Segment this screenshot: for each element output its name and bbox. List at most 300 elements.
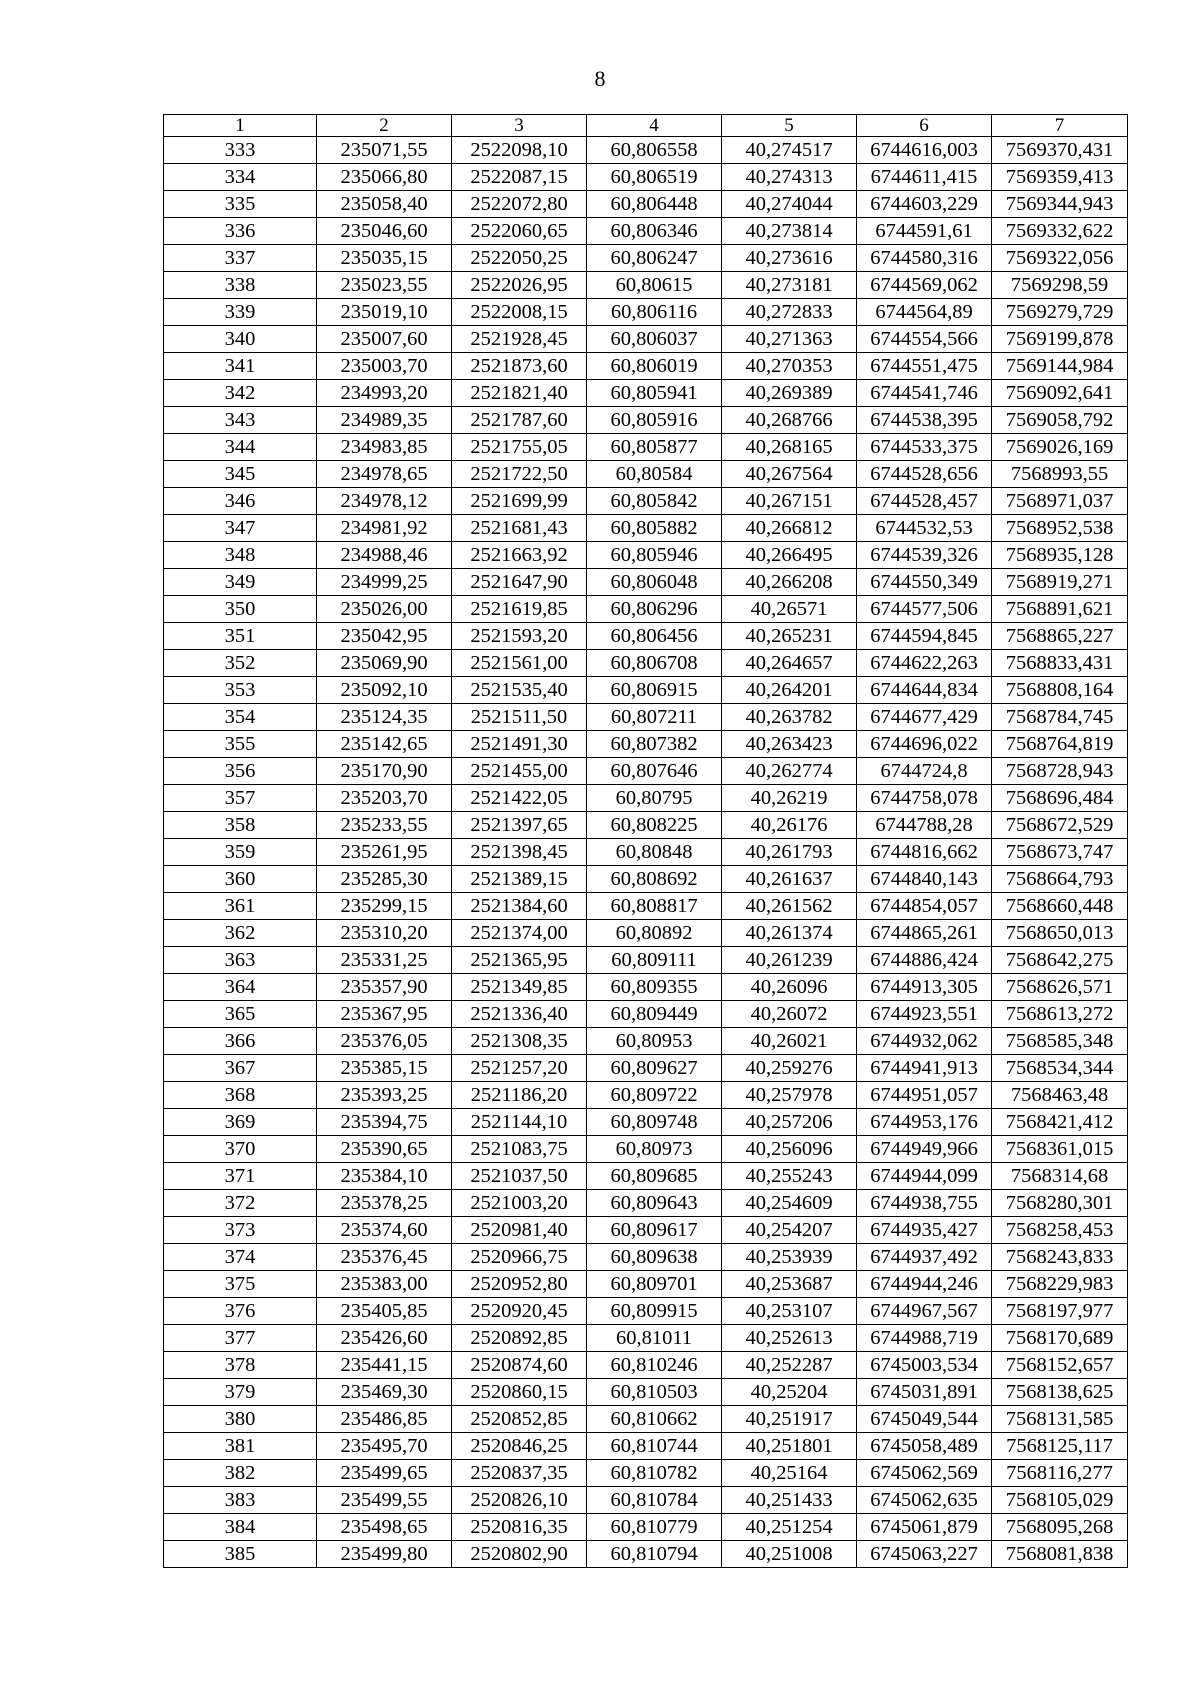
table-cell: 235023,55: [317, 272, 452, 299]
table-row: [164, 542, 1128, 569]
table-cell: 358: [164, 812, 317, 839]
table-cell: 40,26571: [722, 596, 857, 623]
table-cell: 6745003,534: [857, 1352, 992, 1379]
table-cell: 40,274313: [722, 164, 857, 191]
table-header: [164, 115, 1128, 137]
table-cell: 60,806448: [587, 191, 722, 218]
table-cell: 7568971,037: [992, 488, 1128, 515]
table-cell: 6744967,567: [857, 1298, 992, 1325]
table-cell: 2522098,10: [452, 137, 587, 164]
table-cell: 235331,25: [317, 947, 452, 974]
table-cell: 235441,15: [317, 1352, 452, 1379]
table-cell: 60,809617: [587, 1217, 722, 1244]
table-cell: 7568919,271: [992, 569, 1128, 596]
table-cell: 2521755,05: [452, 434, 587, 461]
table-cell: 60,805916: [587, 407, 722, 434]
table-cell: 234999,25: [317, 569, 452, 596]
table-cell: 40,261562: [722, 893, 857, 920]
table-cell: 7569144,984: [992, 353, 1128, 380]
table-cell: 60,805842: [587, 488, 722, 515]
table-cell: 378: [164, 1352, 317, 1379]
table-row: [164, 1433, 1128, 1460]
table-row: [164, 1055, 1128, 1082]
table-cell: 6745062,635: [857, 1487, 992, 1514]
table-cell: 60,807646: [587, 758, 722, 785]
table-cell: 2521455,00: [452, 758, 587, 785]
table-cell: 40,261374: [722, 920, 857, 947]
table-cell: 2522072,80: [452, 191, 587, 218]
table-cell: 363: [164, 947, 317, 974]
table-cell: 2521681,43: [452, 515, 587, 542]
table-cell: 6744564,89: [857, 299, 992, 326]
table-cell: 6744944,246: [857, 1271, 992, 1298]
table-cell: 2521003,20: [452, 1190, 587, 1217]
table-row: [164, 1217, 1128, 1244]
table-cell: 60,806048: [587, 569, 722, 596]
column-header-6: 6: [857, 115, 992, 137]
table-cell: 7568314,68: [992, 1163, 1128, 1190]
table-cell: 385: [164, 1541, 317, 1568]
table-row: [164, 488, 1128, 515]
table-row: [164, 1298, 1128, 1325]
table-cell: 6745062,569: [857, 1460, 992, 1487]
table-row: [164, 191, 1128, 218]
table-cell: 370: [164, 1136, 317, 1163]
table-cell: 345: [164, 461, 317, 488]
table-cell: 7568243,833: [992, 1244, 1128, 1271]
table-body: [164, 137, 1128, 1568]
table-row: [164, 353, 1128, 380]
table-cell: 6744644,834: [857, 677, 992, 704]
table-cell: 235035,15: [317, 245, 452, 272]
table-cell: 60,809685: [587, 1163, 722, 1190]
table-row: [164, 434, 1128, 461]
table-cell: 60,809355: [587, 974, 722, 1001]
table-cell: 7568131,585: [992, 1406, 1128, 1433]
table-cell: 6744923,551: [857, 1001, 992, 1028]
table-cell: 2520966,75: [452, 1244, 587, 1271]
table-cell: 351: [164, 623, 317, 650]
table-row: [164, 1190, 1128, 1217]
table-cell: 40,261793: [722, 839, 857, 866]
table-cell: 7568891,621: [992, 596, 1128, 623]
table-cell: 2521349,85: [452, 974, 587, 1001]
table-cell: 40,251433: [722, 1487, 857, 1514]
table-cell: 7568421,412: [992, 1109, 1128, 1136]
table-cell: 235066,80: [317, 164, 452, 191]
table-cell: 6744840,143: [857, 866, 992, 893]
table-cell: 40,261239: [722, 947, 857, 974]
table-cell: 60,807211: [587, 704, 722, 731]
table-cell: 234989,35: [317, 407, 452, 434]
table-cell: 40,251254: [722, 1514, 857, 1541]
column-header-3: 3: [452, 115, 587, 137]
table-cell: 7568935,128: [992, 542, 1128, 569]
table-cell: 7569298,59: [992, 272, 1128, 299]
table-cell: 6744944,099: [857, 1163, 992, 1190]
table-cell: 6744538,395: [857, 407, 992, 434]
table-cell: 40,26021: [722, 1028, 857, 1055]
table-cell: 7568673,747: [992, 839, 1128, 866]
table-cell: 2521365,95: [452, 947, 587, 974]
table-cell: 2521535,40: [452, 677, 587, 704]
table-cell: 7568105,029: [992, 1487, 1128, 1514]
table-cell: 7568170,689: [992, 1325, 1128, 1352]
table-cell: 7569322,056: [992, 245, 1128, 272]
table-cell: 7568865,227: [992, 623, 1128, 650]
table-cell: 7568764,819: [992, 731, 1128, 758]
table-row: [164, 245, 1128, 272]
table-cell: 7568613,272: [992, 1001, 1128, 1028]
table-cell: 60,809722: [587, 1082, 722, 1109]
table-cell: 381: [164, 1433, 317, 1460]
table-cell: 40,26072: [722, 1001, 857, 1028]
table-cell: 235499,55: [317, 1487, 452, 1514]
table-cell: 7568784,745: [992, 704, 1128, 731]
table-cell: 2522050,25: [452, 245, 587, 272]
table-cell: 2521663,92: [452, 542, 587, 569]
table-cell: 7569370,431: [992, 137, 1128, 164]
table-cell: 235498,65: [317, 1514, 452, 1541]
table-cell: 235092,10: [317, 677, 452, 704]
table-cell: 234988,46: [317, 542, 452, 569]
table-cell: 60,806558: [587, 137, 722, 164]
table-row: [164, 1379, 1128, 1406]
table-cell: 60,805877: [587, 434, 722, 461]
table-cell: 60,809638: [587, 1244, 722, 1271]
table-cell: 382: [164, 1460, 317, 1487]
table-row: [164, 1271, 1128, 1298]
table-cell: 7568728,943: [992, 758, 1128, 785]
table-cell: 348: [164, 542, 317, 569]
table-cell: 7568534,344: [992, 1055, 1128, 1082]
table-cell: 333: [164, 137, 317, 164]
table-cell: 384: [164, 1514, 317, 1541]
table-cell: 335: [164, 191, 317, 218]
table-row: [164, 1028, 1128, 1055]
table-cell: 60,809748: [587, 1109, 722, 1136]
table-cell: 334: [164, 164, 317, 191]
table-cell: 235058,40: [317, 191, 452, 218]
table-cell: 7569279,729: [992, 299, 1128, 326]
table-cell: 367: [164, 1055, 317, 1082]
table-cell: 6744724,8: [857, 758, 992, 785]
table-cell: 7568116,277: [992, 1460, 1128, 1487]
table-cell: 60,806247: [587, 245, 722, 272]
table-row: [164, 677, 1128, 704]
table-cell: 234983,85: [317, 434, 452, 461]
table-cell: 40,273616: [722, 245, 857, 272]
column-header-2: 2: [317, 115, 452, 137]
table-cell: 340: [164, 326, 317, 353]
table-cell: 6744941,913: [857, 1055, 992, 1082]
table-cell: 40,274517: [722, 137, 857, 164]
table-row: [164, 137, 1128, 164]
table-row: [164, 1406, 1128, 1433]
table-cell: 343: [164, 407, 317, 434]
table-cell: 40,264657: [722, 650, 857, 677]
table-cell: 7568258,453: [992, 1217, 1128, 1244]
table-cell: 2520981,40: [452, 1217, 587, 1244]
table-row: [164, 650, 1128, 677]
table-cell: 6744938,755: [857, 1190, 992, 1217]
table-cell: 60,808225: [587, 812, 722, 839]
table-cell: 349: [164, 569, 317, 596]
table-row: [164, 1109, 1128, 1136]
coordinates-table: [163, 114, 1128, 1568]
table-cell: 60,810794: [587, 1541, 722, 1568]
table-cell: 235495,70: [317, 1433, 452, 1460]
table-cell: 2521308,35: [452, 1028, 587, 1055]
table-cell: 6744988,719: [857, 1325, 992, 1352]
table-cell: 7568808,164: [992, 677, 1128, 704]
table-cell: 234993,20: [317, 380, 452, 407]
table-cell: 235310,20: [317, 920, 452, 947]
table-cell: 2522087,15: [452, 164, 587, 191]
table-cell: 235367,95: [317, 1001, 452, 1028]
table-cell: 235384,10: [317, 1163, 452, 1190]
table-cell: 60,806116: [587, 299, 722, 326]
table-cell: 235019,10: [317, 299, 452, 326]
table-cell: 6744539,326: [857, 542, 992, 569]
table-cell: 60,809627: [587, 1055, 722, 1082]
table-cell: 2521083,75: [452, 1136, 587, 1163]
table-cell: 2522060,65: [452, 218, 587, 245]
table-cell: 6744591,61: [857, 218, 992, 245]
table-cell: 60,810744: [587, 1433, 722, 1460]
table-cell: 6744886,424: [857, 947, 992, 974]
table-cell: 235426,60: [317, 1325, 452, 1352]
table-row: [164, 461, 1128, 488]
table-cell: 2521397,65: [452, 812, 587, 839]
table-cell: 40,257978: [722, 1082, 857, 1109]
table-cell: 60,810503: [587, 1379, 722, 1406]
table-cell: 6744788,28: [857, 812, 992, 839]
table-cell: 40,271363: [722, 326, 857, 353]
table-cell: 7568660,448: [992, 893, 1128, 920]
table-cell: 40,26176: [722, 812, 857, 839]
table-cell: 6744696,022: [857, 731, 992, 758]
table-cell: 2520846,25: [452, 1433, 587, 1460]
table-cell: 2521037,50: [452, 1163, 587, 1190]
table-cell: 7568138,625: [992, 1379, 1128, 1406]
table-cell: 380: [164, 1406, 317, 1433]
table-cell: 60,80584: [587, 461, 722, 488]
table-cell: 40,252287: [722, 1352, 857, 1379]
page-number: 8: [594, 66, 606, 91]
table-cell: 6744554,566: [857, 326, 992, 353]
table-cell: 2522026,95: [452, 272, 587, 299]
table-cell: 6745058,489: [857, 1433, 992, 1460]
table-cell: 7569332,622: [992, 218, 1128, 245]
table-cell: 60,806708: [587, 650, 722, 677]
table-cell: 7569058,792: [992, 407, 1128, 434]
table-cell: 7568229,983: [992, 1271, 1128, 1298]
table-cell: 2521336,40: [452, 1001, 587, 1028]
table-row: [164, 1244, 1128, 1271]
table-cell: 7568672,529: [992, 812, 1128, 839]
table-cell: 60,805946: [587, 542, 722, 569]
table-cell: 7568585,348: [992, 1028, 1128, 1055]
table-cell: 6744854,057: [857, 893, 992, 920]
table-cell: 60,808817: [587, 893, 722, 920]
table-cell: 360: [164, 866, 317, 893]
table-cell: 40,268766: [722, 407, 857, 434]
table-cell: 2521511,50: [452, 704, 587, 731]
table-cell: 235233,55: [317, 812, 452, 839]
table-cell: 339: [164, 299, 317, 326]
table-cell: 40,254609: [722, 1190, 857, 1217]
table-cell: 6744533,375: [857, 434, 992, 461]
table-cell: 235285,30: [317, 866, 452, 893]
table-row: [164, 299, 1128, 326]
table-cell: 235170,90: [317, 758, 452, 785]
table-cell: 7568952,538: [992, 515, 1128, 542]
table-cell: 40,252613: [722, 1325, 857, 1352]
table-cell: 40,251008: [722, 1541, 857, 1568]
table-cell: 2521186,20: [452, 1082, 587, 1109]
table-cell: 60,80973: [587, 1136, 722, 1163]
table-cell: 60,805882: [587, 515, 722, 542]
table-cell: 60,805941: [587, 380, 722, 407]
table-cell: 7569026,169: [992, 434, 1128, 461]
table-cell: 235071,55: [317, 137, 452, 164]
table-cell: 7569359,413: [992, 164, 1128, 191]
table-cell: 6744953,176: [857, 1109, 992, 1136]
table-cell: 353: [164, 677, 317, 704]
table-cell: 368: [164, 1082, 317, 1109]
table-cell: 60,810784: [587, 1487, 722, 1514]
table-cell: 6744551,475: [857, 353, 992, 380]
table-cell: 7568696,484: [992, 785, 1128, 812]
table-cell: 6744580,316: [857, 245, 992, 272]
table-cell: 6744937,492: [857, 1244, 992, 1271]
table-cell: 2520816,35: [452, 1514, 587, 1541]
table-cell: 2521491,30: [452, 731, 587, 758]
table-cell: 6744935,427: [857, 1217, 992, 1244]
table-cell: 371: [164, 1163, 317, 1190]
table-cell: 6744622,263: [857, 650, 992, 677]
table-cell: 235374,60: [317, 1217, 452, 1244]
table-cell: 40,266208: [722, 569, 857, 596]
table-cell: 60,809701: [587, 1271, 722, 1298]
table-cell: 350: [164, 596, 317, 623]
table-cell: 60,806037: [587, 326, 722, 353]
table-cell: 2521144,10: [452, 1109, 587, 1136]
table-cell: 40,26096: [722, 974, 857, 1001]
table-row: [164, 1082, 1128, 1109]
table-cell: 6744611,415: [857, 164, 992, 191]
table-cell: 7569092,641: [992, 380, 1128, 407]
table-cell: 40,257206: [722, 1109, 857, 1136]
table-cell: 60,80795: [587, 785, 722, 812]
table-row: [164, 920, 1128, 947]
table-cell: 6745063,227: [857, 1541, 992, 1568]
table-cell: 361: [164, 893, 317, 920]
table-cell: 235357,90: [317, 974, 452, 1001]
table-cell: 2522008,15: [452, 299, 587, 326]
table-cell: 235042,95: [317, 623, 452, 650]
table-cell: 357: [164, 785, 317, 812]
table-cell: 60,81011: [587, 1325, 722, 1352]
table-cell: 6744569,062: [857, 272, 992, 299]
table-cell: 7569344,943: [992, 191, 1128, 218]
table-cell: 235378,25: [317, 1190, 452, 1217]
table-cell: 6744528,656: [857, 461, 992, 488]
table-cell: 337: [164, 245, 317, 272]
table-cell: 60,810779: [587, 1514, 722, 1541]
table-cell: 235469,30: [317, 1379, 452, 1406]
table-cell: 2521257,20: [452, 1055, 587, 1082]
table-row: [164, 1352, 1128, 1379]
table-cell: 372: [164, 1190, 317, 1217]
table-cell: 235499,80: [317, 1541, 452, 1568]
table-cell: 356: [164, 758, 317, 785]
table-cell: 235394,75: [317, 1109, 452, 1136]
table-cell: 6744541,746: [857, 380, 992, 407]
table-cell: 60,806346: [587, 218, 722, 245]
table-cell: 60,810246: [587, 1352, 722, 1379]
table-row: [164, 515, 1128, 542]
table-cell: 235486,85: [317, 1406, 452, 1433]
table-cell: 7568152,657: [992, 1352, 1128, 1379]
table-cell: 60,807382: [587, 731, 722, 758]
table-cell: 235393,25: [317, 1082, 452, 1109]
table-cell: 374: [164, 1244, 317, 1271]
table-cell: 2521593,20: [452, 623, 587, 650]
table-cell: 40,256096: [722, 1136, 857, 1163]
table-row: [164, 1541, 1128, 1568]
table-cell: 2521561,00: [452, 650, 587, 677]
table-cell: 7568280,301: [992, 1190, 1128, 1217]
table-cell: 6744594,845: [857, 623, 992, 650]
table-cell: 234978,12: [317, 488, 452, 515]
table-cell: 7568626,571: [992, 974, 1128, 1001]
table-cell: 6744758,078: [857, 785, 992, 812]
table-cell: 6744577,506: [857, 596, 992, 623]
table-cell: 2521873,60: [452, 353, 587, 380]
table-cell: 2520892,85: [452, 1325, 587, 1352]
table-cell: 235376,45: [317, 1244, 452, 1271]
table-cell: 341: [164, 353, 317, 380]
table-cell: 235046,60: [317, 218, 452, 245]
table-cell: 60,806456: [587, 623, 722, 650]
table-cell: 2520920,45: [452, 1298, 587, 1325]
table-row: [164, 218, 1128, 245]
table-cell: 6744951,057: [857, 1082, 992, 1109]
table-cell: 6744677,429: [857, 704, 992, 731]
table-cell: 40,267151: [722, 488, 857, 515]
table-row: [164, 758, 1128, 785]
table-cell: 2521384,60: [452, 893, 587, 920]
table-row: [164, 731, 1128, 758]
table-row: [164, 1001, 1128, 1028]
table-cell: 60,806519: [587, 164, 722, 191]
table-cell: 234978,65: [317, 461, 452, 488]
table-cell: 338: [164, 272, 317, 299]
table-row: [164, 569, 1128, 596]
table-row: [164, 812, 1128, 839]
table-row: [164, 1136, 1128, 1163]
table-cell: 336: [164, 218, 317, 245]
table-row: [164, 407, 1128, 434]
table-cell: 40,270353: [722, 353, 857, 380]
table-cell: 235376,05: [317, 1028, 452, 1055]
table-row: [164, 785, 1128, 812]
table-cell: 364: [164, 974, 317, 1001]
table-cell: 7568125,117: [992, 1433, 1128, 1460]
table-cell: 235383,00: [317, 1271, 452, 1298]
